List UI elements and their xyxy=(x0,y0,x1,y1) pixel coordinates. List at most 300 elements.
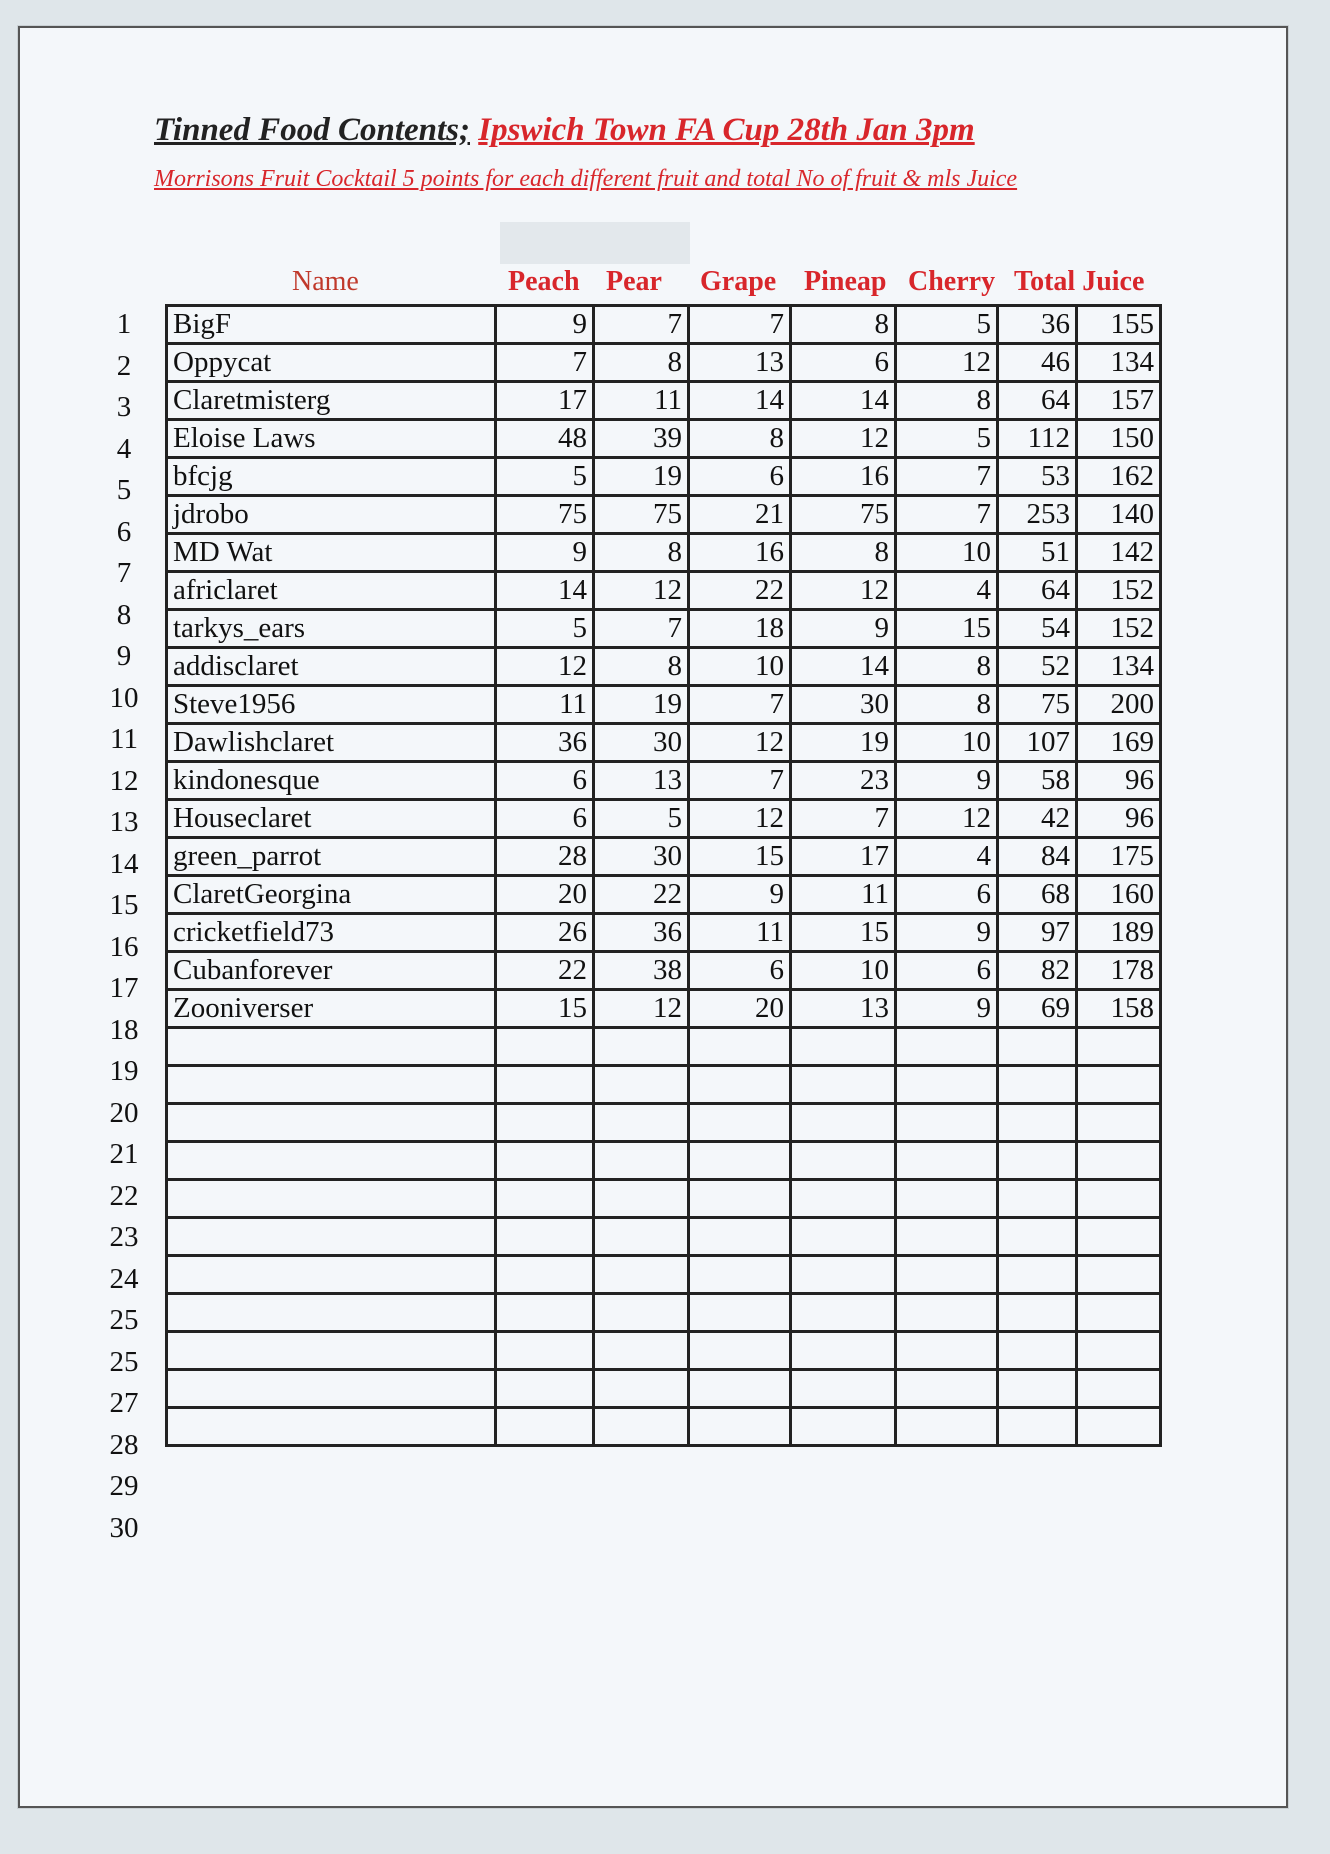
cell-juice: 157 xyxy=(1077,382,1161,420)
cell-total xyxy=(998,1332,1077,1370)
row-number: 14 xyxy=(109,847,139,880)
table-row xyxy=(167,534,1161,572)
cell-pineap xyxy=(791,1142,896,1180)
cell-peach: 26 xyxy=(496,914,594,952)
row-number: 7 xyxy=(116,557,132,589)
cell-grape xyxy=(689,1294,791,1332)
cell-pineap: 30 xyxy=(791,686,896,724)
cell-pineap: 10 xyxy=(791,952,896,990)
cell-cherry: 12 xyxy=(896,344,998,382)
cell-pineap: 23 xyxy=(791,762,896,800)
cell-name: Oppycat xyxy=(167,344,496,382)
row-number: 10 xyxy=(109,681,139,714)
cell-juice: 169 xyxy=(1077,724,1161,762)
document-subtitle: Morrisons Fruit Cocktail 5 points for each different fruit and total No of fruit & mls Juice xyxy=(154,166,1018,192)
cell-juice: 155 xyxy=(1077,306,1161,344)
cell-cherry xyxy=(896,1028,998,1066)
cell-name xyxy=(167,1294,496,1332)
document-title xyxy=(154,112,1034,149)
cell-pineap: 12 xyxy=(791,420,896,458)
row-number: 13 xyxy=(109,806,139,838)
cell-name xyxy=(167,1104,496,1142)
row-number: 17 xyxy=(109,972,139,1004)
cell-total: 68 xyxy=(998,876,1077,914)
cell-peach: 22 xyxy=(496,952,594,990)
cell-grape xyxy=(689,1218,791,1256)
cell-peach: 5 xyxy=(496,610,594,648)
cell-cherry: 6 xyxy=(896,876,998,914)
cell-total: 107 xyxy=(998,724,1077,762)
row-number: 20 xyxy=(109,1096,139,1129)
cell-pear: 22 xyxy=(594,876,689,914)
cell-peach: 28 xyxy=(496,838,594,876)
cell-peach: 48 xyxy=(496,420,594,458)
table-row xyxy=(167,1370,1161,1408)
cell-pear xyxy=(594,1256,689,1294)
cell-pear: 19 xyxy=(594,686,689,724)
cell-cherry: 15 xyxy=(896,610,998,648)
cell-grape xyxy=(689,1256,791,1294)
cell-name: bfcjg xyxy=(167,458,496,496)
cell-pear: 8 xyxy=(594,648,689,686)
cell-grape xyxy=(689,1104,791,1142)
cell-grape xyxy=(689,1142,791,1180)
row-number: 27 xyxy=(109,1387,139,1419)
row-number: 23 xyxy=(109,1221,139,1253)
cell-total: 54 xyxy=(998,610,1077,648)
cell-total: 97 xyxy=(998,914,1077,952)
table-row xyxy=(167,344,1161,382)
cell-pineap: 17 xyxy=(791,838,896,876)
cell-pineap xyxy=(791,1256,896,1294)
cell-pear: 19 xyxy=(594,458,689,496)
cell-total: 75 xyxy=(998,686,1077,724)
cell-pineap: 19 xyxy=(791,724,896,762)
cell-cherry xyxy=(896,1142,998,1180)
row-number: 9 xyxy=(116,640,132,672)
cell-name xyxy=(167,1256,496,1294)
cell-total: 53 xyxy=(998,458,1077,496)
row-number: 5 xyxy=(116,474,132,506)
cell-pear xyxy=(594,1180,689,1218)
cell-peach: 75 xyxy=(496,496,594,534)
row-number: 2 xyxy=(116,349,132,382)
cell-grape: 9 xyxy=(689,876,791,914)
cell-pineap: 8 xyxy=(791,306,896,344)
cell-juice: 200 xyxy=(1077,686,1161,724)
cell-pear: 30 xyxy=(594,838,689,876)
cell-pear xyxy=(594,1218,689,1256)
cell-name: cricketfield73 xyxy=(167,914,496,952)
cell-grape: 12 xyxy=(689,724,791,762)
cell-juice xyxy=(1077,1294,1161,1332)
cell-pear xyxy=(594,1142,689,1180)
cell-peach xyxy=(496,1142,594,1180)
cell-cherry: 4 xyxy=(896,838,998,876)
cell-grape: 13 xyxy=(689,344,791,382)
row-number: 30 xyxy=(109,1511,139,1544)
cell-peach: 6 xyxy=(496,762,594,800)
table-row xyxy=(167,1180,1161,1218)
cell-cherry xyxy=(896,1370,998,1408)
cell-pear xyxy=(594,1294,689,1332)
cell-name xyxy=(167,1028,496,1066)
cell-total: 52 xyxy=(998,648,1077,686)
cell-grape xyxy=(689,1408,791,1446)
cell-peach xyxy=(496,1066,594,1104)
cell-pear: 12 xyxy=(594,990,689,1028)
cell-peach xyxy=(496,1180,594,1218)
cell-name xyxy=(167,1370,496,1408)
cell-peach: 9 xyxy=(496,306,594,344)
cell-cherry xyxy=(896,1066,998,1104)
cell-grape: 16 xyxy=(689,534,791,572)
cell-name xyxy=(167,1066,496,1104)
cell-grape xyxy=(689,1028,791,1066)
cell-cherry: 5 xyxy=(896,420,998,458)
cell-total xyxy=(998,1294,1077,1332)
row-number: 29 xyxy=(109,1470,139,1502)
row-number: 22 xyxy=(109,1179,139,1212)
table-row xyxy=(167,382,1161,420)
table-row xyxy=(167,648,1161,686)
row-number: 19 xyxy=(109,1055,139,1087)
cell-juice: 178 xyxy=(1077,952,1161,990)
cell-cherry xyxy=(896,1408,998,1446)
table-row xyxy=(167,306,1161,344)
cell-pineap xyxy=(791,1294,896,1332)
cell-peach: 11 xyxy=(496,686,594,724)
cell-pear xyxy=(594,1104,689,1142)
cell-grape: 7 xyxy=(689,762,791,800)
cell-juice: 140 xyxy=(1077,496,1161,534)
table-row xyxy=(167,610,1161,648)
cell-total: 58 xyxy=(998,762,1077,800)
cell-grape xyxy=(689,1066,791,1104)
cell-cherry: 9 xyxy=(896,914,998,952)
cell-pear xyxy=(594,1332,689,1370)
row-number: 24 xyxy=(109,1262,139,1295)
cell-juice xyxy=(1077,1066,1161,1104)
cell-total: 46 xyxy=(998,344,1077,382)
cell-name xyxy=(167,1332,496,1370)
cell-peach: 15 xyxy=(496,990,594,1028)
cell-grape xyxy=(689,1180,791,1218)
cell-name: Cubanforever xyxy=(167,952,496,990)
table-row xyxy=(167,914,1161,952)
cell-name: BigF xyxy=(167,306,496,344)
cell-total xyxy=(998,1256,1077,1294)
table-row xyxy=(167,1408,1161,1446)
cell-cherry: 8 xyxy=(896,648,998,686)
cell-pineap xyxy=(791,1180,896,1218)
cell-peach xyxy=(496,1104,594,1142)
cell-cherry xyxy=(896,1104,998,1142)
row-number: 12 xyxy=(109,764,139,797)
cell-juice: 150 xyxy=(1077,420,1161,458)
cell-grape: 10 xyxy=(689,648,791,686)
row-number: 3 xyxy=(116,391,132,423)
cell-pineap: 14 xyxy=(791,382,896,420)
table-row xyxy=(167,420,1161,458)
cell-juice: 189 xyxy=(1077,914,1161,952)
cell-peach xyxy=(496,1370,594,1408)
cell-grape: 11 xyxy=(689,914,791,952)
cell-grape: 21 xyxy=(689,496,791,534)
cell-pineap: 7 xyxy=(791,800,896,838)
row-number: 11 xyxy=(110,723,138,755)
cell-cherry xyxy=(896,1256,998,1294)
cell-cherry: 5 xyxy=(896,306,998,344)
cell-pineap xyxy=(791,1028,896,1066)
cell-pear: 30 xyxy=(594,724,689,762)
cell-pineap xyxy=(791,1218,896,1256)
cell-pear xyxy=(594,1408,689,1446)
cell-cherry: 6 xyxy=(896,952,998,990)
cell-name: jdrobo xyxy=(167,496,496,534)
row-number: 21 xyxy=(109,1138,139,1170)
cell-pineap xyxy=(791,1066,896,1104)
table-row xyxy=(167,1294,1161,1332)
table-row xyxy=(167,952,1161,990)
cell-peach: 20 xyxy=(496,876,594,914)
cell-juice xyxy=(1077,1256,1161,1294)
cell-cherry: 9 xyxy=(896,762,998,800)
cell-cherry: 7 xyxy=(896,458,998,496)
cell-grape xyxy=(689,1332,791,1370)
redacted-area xyxy=(500,222,690,264)
row-number: 25 xyxy=(109,1304,139,1336)
cell-name: Steve1956 xyxy=(167,686,496,724)
cell-pineap: 75 xyxy=(791,496,896,534)
table-row xyxy=(167,458,1161,496)
cell-peach: 5 xyxy=(496,458,594,496)
cell-total: 84 xyxy=(998,838,1077,876)
cell-name xyxy=(167,1142,496,1180)
cell-juice xyxy=(1077,1180,1161,1218)
header-pineap: Pineap xyxy=(804,266,887,297)
cell-total: 64 xyxy=(998,572,1077,610)
cell-pineap: 11 xyxy=(791,876,896,914)
cell-juice xyxy=(1077,1142,1161,1180)
cell-peach: 14 xyxy=(496,572,594,610)
cell-pineap: 9 xyxy=(791,610,896,648)
cell-grape: 22 xyxy=(689,572,791,610)
cell-juice: 158 xyxy=(1077,990,1161,1028)
cell-grape xyxy=(689,1370,791,1408)
cell-name: kindonesque xyxy=(167,762,496,800)
header-peach: Peach xyxy=(508,266,580,297)
cell-total: 51 xyxy=(998,534,1077,572)
cell-total xyxy=(998,1370,1077,1408)
cell-cherry xyxy=(896,1218,998,1256)
cell-juice: 152 xyxy=(1077,572,1161,610)
cell-pineap: 6 xyxy=(791,344,896,382)
cell-cherry: 10 xyxy=(896,534,998,572)
row-number: 18 xyxy=(109,1013,139,1046)
row-number: 15 xyxy=(109,889,139,921)
table-row xyxy=(167,800,1161,838)
table-row xyxy=(167,572,1161,610)
cell-total: 82 xyxy=(998,952,1077,990)
cell-peach: 7 xyxy=(496,344,594,382)
cell-pineap: 12 xyxy=(791,572,896,610)
cell-grape: 18 xyxy=(689,610,791,648)
cell-pineap xyxy=(791,1408,896,1446)
cell-name: africlaret xyxy=(167,572,496,610)
cell-cherry: 4 xyxy=(896,572,998,610)
cell-pineap xyxy=(791,1370,896,1408)
cell-name: Zooniverser xyxy=(167,990,496,1028)
header-name: Name xyxy=(292,266,359,297)
cell-juice: 142 xyxy=(1077,534,1161,572)
cell-peach xyxy=(496,1332,594,1370)
table-row xyxy=(167,838,1161,876)
cell-cherry: 10 xyxy=(896,724,998,762)
table-row xyxy=(167,1332,1161,1370)
cell-cherry xyxy=(896,1332,998,1370)
table-row xyxy=(167,1256,1161,1294)
cell-peach xyxy=(496,1294,594,1332)
cell-peach: 12 xyxy=(496,648,594,686)
cell-name: Dawlishclaret xyxy=(167,724,496,762)
cell-total xyxy=(998,1180,1077,1218)
cell-pear xyxy=(594,1370,689,1408)
cell-cherry: 12 xyxy=(896,800,998,838)
cell-peach: 17 xyxy=(496,382,594,420)
cell-total: 253 xyxy=(998,496,1077,534)
cell-peach: 6 xyxy=(496,800,594,838)
cell-juice: 96 xyxy=(1077,800,1161,838)
cell-pineap: 14 xyxy=(791,648,896,686)
cell-name: ClaretGeorgina xyxy=(167,876,496,914)
cell-peach xyxy=(496,1218,594,1256)
cell-name: tarkys_ears xyxy=(167,610,496,648)
cell-pear: 8 xyxy=(594,344,689,382)
cell-juice: 162 xyxy=(1077,458,1161,496)
cell-total: 69 xyxy=(998,990,1077,1028)
cell-pear: 39 xyxy=(594,420,689,458)
cell-juice xyxy=(1077,1218,1161,1256)
cell-grape: 20 xyxy=(689,990,791,1028)
cell-cherry xyxy=(896,1294,998,1332)
cell-cherry xyxy=(896,1180,998,1218)
row-number: 16 xyxy=(109,930,139,963)
table-row xyxy=(167,1142,1161,1180)
table-row xyxy=(167,1066,1161,1104)
cell-pear: 7 xyxy=(594,306,689,344)
row-number: 25 xyxy=(109,1345,139,1378)
row-number: 8 xyxy=(116,598,132,631)
cell-cherry: 8 xyxy=(896,686,998,724)
table-row xyxy=(167,724,1161,762)
title-text: Tinned Food Contents; xyxy=(154,112,470,148)
table-row xyxy=(167,686,1161,724)
table-row xyxy=(167,1104,1161,1142)
cell-grape: 6 xyxy=(689,458,791,496)
cell-pineap xyxy=(791,1332,896,1370)
cell-juice: 175 xyxy=(1077,838,1161,876)
row-number: 6 xyxy=(116,515,132,548)
cell-peach xyxy=(496,1256,594,1294)
cell-juice: 134 xyxy=(1077,344,1161,382)
header-cherry: Cherry xyxy=(908,266,996,297)
table-row xyxy=(167,1028,1161,1066)
results-table xyxy=(165,304,1162,1447)
header-pear: Pear xyxy=(606,266,662,297)
cell-cherry: 8 xyxy=(896,382,998,420)
cell-pineap: 13 xyxy=(791,990,896,1028)
title-event: Ipswich Town FA Cup 28th Jan 3pm xyxy=(478,112,975,148)
cell-grape: 7 xyxy=(689,306,791,344)
cell-name: addisclaret xyxy=(167,648,496,686)
cell-pear: 12 xyxy=(594,572,689,610)
cell-juice: 160 xyxy=(1077,876,1161,914)
cell-peach: 36 xyxy=(496,724,594,762)
cell-total: 112 xyxy=(998,420,1077,458)
cell-juice xyxy=(1077,1370,1161,1408)
cell-pear: 75 xyxy=(594,496,689,534)
table-row xyxy=(167,1218,1161,1256)
cell-juice xyxy=(1077,1028,1161,1066)
cell-total: 64 xyxy=(998,382,1077,420)
row-number: 1 xyxy=(116,308,132,340)
cell-grape: 15 xyxy=(689,838,791,876)
table-row xyxy=(167,762,1161,800)
header-total-juice: Total Juice xyxy=(1014,266,1145,297)
table-row xyxy=(167,990,1161,1028)
cell-pear: 5 xyxy=(594,800,689,838)
cell-cherry: 9 xyxy=(896,990,998,1028)
cell-total: 36 xyxy=(998,306,1077,344)
cell-pear xyxy=(594,1066,689,1104)
cell-pear: 13 xyxy=(594,762,689,800)
header-grape: Grape xyxy=(700,266,777,297)
row-number-column xyxy=(96,304,152,1549)
row-number: 28 xyxy=(109,1428,139,1461)
cell-total: 42 xyxy=(998,800,1077,838)
cell-grape: 14 xyxy=(689,382,791,420)
cell-name: Houseclaret xyxy=(167,800,496,838)
cell-name xyxy=(167,1408,496,1446)
cell-total xyxy=(998,1142,1077,1180)
table-row xyxy=(167,876,1161,914)
cell-grape: 8 xyxy=(689,420,791,458)
cell-pear xyxy=(594,1028,689,1066)
cell-pear: 8 xyxy=(594,534,689,572)
cell-pear: 36 xyxy=(594,914,689,952)
cell-pear: 11 xyxy=(594,382,689,420)
cell-peach xyxy=(496,1028,594,1066)
cell-name xyxy=(167,1218,496,1256)
cell-pear: 38 xyxy=(594,952,689,990)
cell-grape: 7 xyxy=(689,686,791,724)
cell-name: Claretmisterg xyxy=(167,382,496,420)
cell-juice xyxy=(1077,1408,1161,1446)
cell-juice: 134 xyxy=(1077,648,1161,686)
cell-juice: 96 xyxy=(1077,762,1161,800)
cell-pineap: 8 xyxy=(791,534,896,572)
cell-total xyxy=(998,1104,1077,1142)
table-row xyxy=(167,496,1161,534)
cell-juice: 152 xyxy=(1077,610,1161,648)
cell-pineap: 15 xyxy=(791,914,896,952)
cell-total xyxy=(998,1408,1077,1446)
cell-total xyxy=(998,1218,1077,1256)
cell-juice xyxy=(1077,1104,1161,1142)
cell-grape: 6 xyxy=(689,952,791,990)
cell-juice xyxy=(1077,1332,1161,1370)
